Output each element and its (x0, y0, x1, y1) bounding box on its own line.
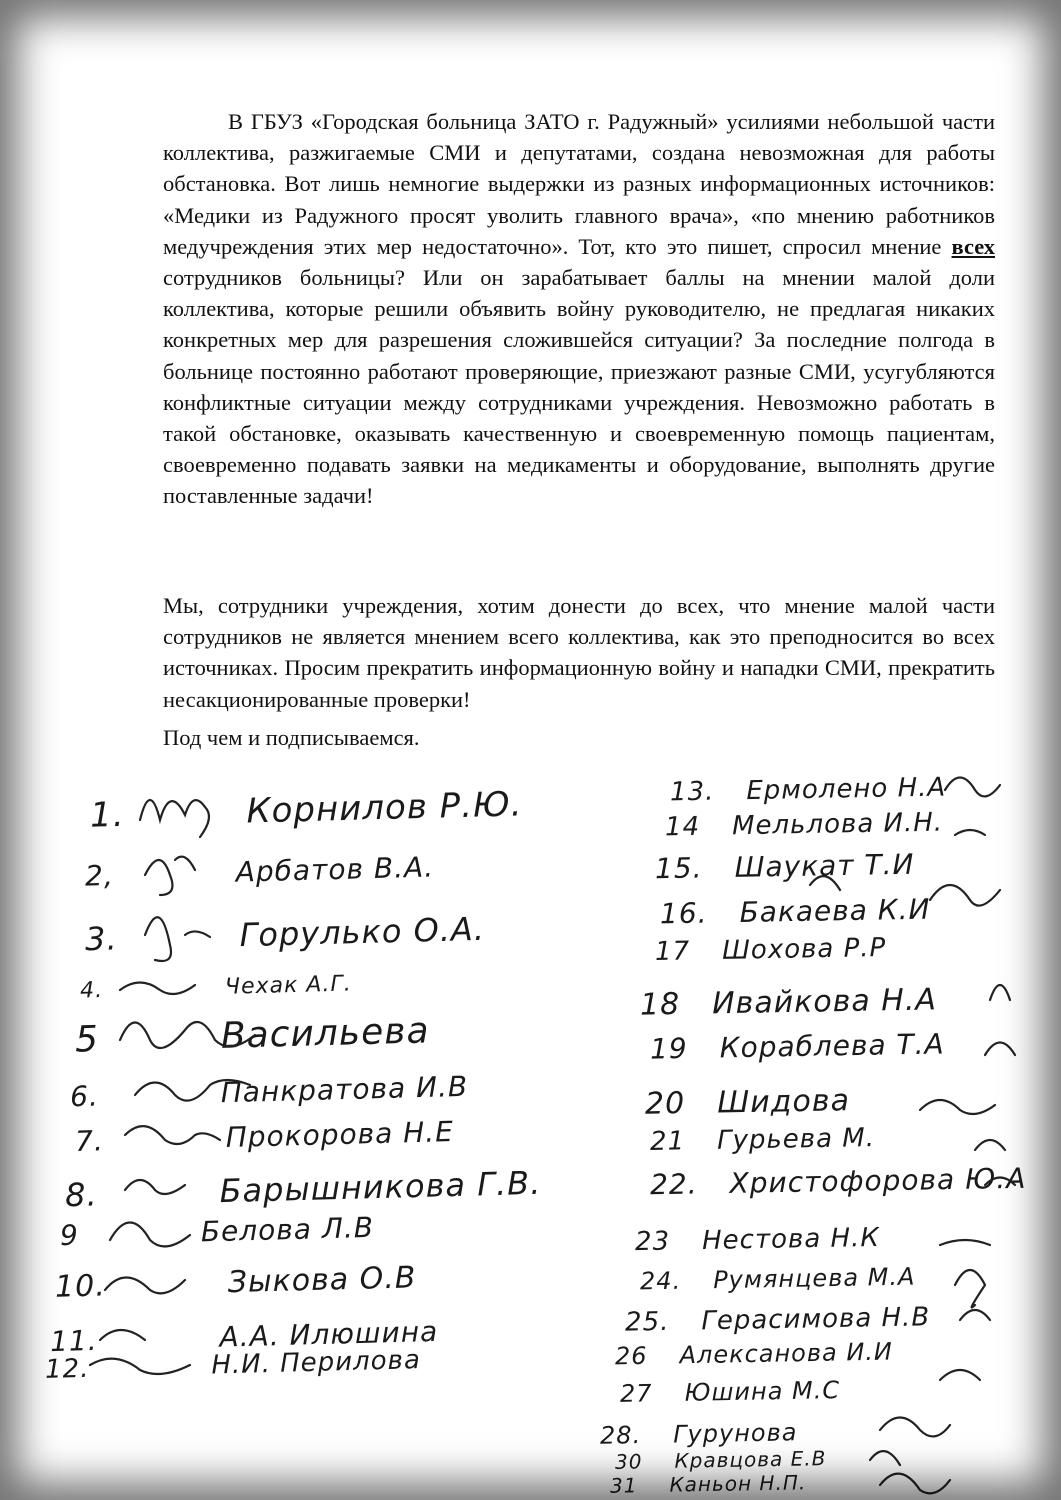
signature-name: Кравцова Е.В (674, 1446, 827, 1473)
scribble-3 (145, 917, 210, 961)
scribble-25 (940, 1370, 980, 1380)
signature-name: Шохова Р.Р (721, 932, 887, 966)
signature-number: 24. (639, 1266, 682, 1296)
signature-number: 2, (84, 858, 115, 893)
closing-line: Под чем и подписываемся. (163, 725, 420, 750)
signature-name: Белова Л.В (200, 1210, 375, 1249)
signature-number: 17 (654, 936, 691, 968)
scribble-19 (920, 1100, 995, 1114)
signature-name: Герасимова Н.В (701, 1302, 931, 1337)
signature-name: Панкратова И.В (220, 1069, 469, 1110)
signature-number: 11. (49, 1323, 99, 1359)
signature-name: А.А. Илюшина (219, 1314, 439, 1354)
signature-number: 8. (64, 1175, 99, 1215)
signature-name: Шаукат Т.И (734, 847, 915, 884)
scribble-8 (125, 1180, 185, 1194)
scribble-24 (960, 1310, 990, 1320)
signature-name: Корнилов Р.Ю. (245, 784, 523, 832)
signature-name: Шидова (716, 1083, 851, 1121)
scribble-4 (120, 983, 195, 995)
signature-number: 10. (54, 1268, 107, 1305)
scribble-26 (880, 1418, 950, 1437)
signature-name: Алексанова И.И (679, 1337, 894, 1370)
signature-name: Нестова Н.К (701, 1222, 881, 1256)
signature-number: 30 (614, 1449, 643, 1474)
scribble-9 (110, 1223, 190, 1247)
scribble-6 (135, 1080, 250, 1101)
signature-number: 18 (639, 986, 681, 1023)
signature-name: Арбатов В.А. (235, 850, 435, 889)
scribble-16 (930, 885, 1000, 906)
signature-number: 20 (644, 1086, 686, 1122)
scribble-13 (945, 778, 1000, 797)
signature-number: 14 (664, 811, 701, 843)
signature-number: 13. (669, 776, 715, 808)
scribble-20 (975, 1140, 1005, 1150)
signature-name: Барышникова Г.В. (219, 1163, 542, 1211)
scribble-21 (985, 1178, 1015, 1186)
signature-name: Прокорова Н.Е (225, 1115, 455, 1155)
scribble-18 (985, 1043, 1015, 1056)
signature-name: Ермолено Н.А (746, 772, 947, 807)
scribble-28 (880, 1474, 950, 1494)
signature-number: 6. (69, 1079, 100, 1114)
signature-number: 26 (614, 1341, 648, 1371)
signature-number: 27 (619, 1379, 653, 1408)
signature-number: 3. (84, 919, 119, 959)
scribble-27 (870, 1451, 900, 1465)
paragraph-main-text-b: сотрудников больницы? Или он зарабатывает баллы на мнении малой доли коллектива, которые решили объявить войну руководителю, не предлагая никаких конкретных мер для разрешения сложившейся ситуации? За последние полгода в больнице постоянно работают проверяющие, приезжают разные СМИ, усугубляются конфликтные ситуации между сотрудниками учреждения. Невозможно работать в такой обстановке, оказывать качественную и своевременную помощь пациентам, своевременно подавать заявки на медикаменты и оборудование, выполнять другие поставленные задачи! (163, 265, 995, 509)
signature-name: Горулько О.А. (239, 909, 486, 955)
scribble-5 (120, 1022, 255, 1048)
scribble-2 (145, 857, 195, 895)
signature-name: Мельлова И.Н. (731, 807, 944, 842)
signature-number: 23 (634, 1226, 671, 1258)
scribble-15 (810, 876, 840, 890)
signature-name: Васильева (220, 1010, 430, 1057)
signature-number: 15. (654, 851, 703, 886)
scribble-7 (125, 1126, 220, 1144)
scribble-14 (955, 830, 985, 835)
signature-name: Христофорова Ю.А (729, 1161, 1027, 1200)
signature-name: Юшина М.С (684, 1376, 841, 1407)
signature-name: Зыкова О.В (227, 1260, 417, 1301)
emphasis-word: всех (951, 233, 995, 259)
paragraph-main-text-a: В ГБУЗ «Городская больница ЗАТО г. Радужный» усилиями небольшой части коллектива, разжигаемые СМИ и депутатами, создана невозможная для работы обстановка. Вот лишь немногие выдержки из разных информационных источников: «Медики из Радужного просят уволить главного врача», «по мнению работников медучреждения этих мер недостаточно». Тот, кто это пишет, спросил мнение (163, 109, 995, 259)
signature-number: 4. (79, 977, 104, 1004)
signature-number: 28. (599, 1421, 642, 1450)
signature-number: 21 (649, 1126, 686, 1157)
scribble-11 (100, 1330, 145, 1340)
signature-name: Ивайкова Н.А (711, 982, 938, 1022)
signature-number: 7. (74, 1124, 105, 1158)
scribble-22 (940, 1240, 990, 1245)
scribble-1 (140, 800, 209, 837)
signature-number: 1. (89, 794, 126, 836)
signature-name: Каньон Н.П. (669, 1470, 807, 1497)
signature-number: 12. (44, 1353, 90, 1385)
signature-number: 22. (649, 1167, 698, 1202)
signature-name: Гурунова (672, 1418, 798, 1449)
signature-name: Бакаева К.И (739, 892, 931, 929)
signature-number: 9 (59, 1218, 80, 1253)
signature-number: 16. (659, 896, 708, 931)
signature-name: Чехак А.Г. (224, 971, 352, 1000)
signature-number: 19 (649, 1031, 688, 1066)
signature-name: Н.И. Перилова (210, 1345, 422, 1381)
signature-name: Румянцева М.А (712, 1262, 916, 1295)
signature-name: Кораблева Т.А (719, 1027, 945, 1065)
signature-number: 25. (624, 1306, 670, 1338)
scribble-23 (955, 1270, 985, 1308)
paragraph-appeal: Мы, сотрудники учреждения, хотим донести до всех, что мнение малой части сотрудников не является мнением всего коллектива, как это преподносится во всех источниках. Просим прекратить информационную войну и нападки СМИ, прекратить несакционированные проверки! (163, 593, 995, 712)
scribble-17 (990, 985, 1010, 1000)
scribble-10 (105, 1278, 185, 1294)
signature-number: 31 (609, 1473, 638, 1498)
signature-name: Гурьева М. (716, 1123, 876, 1156)
signature-number: 5 (74, 1019, 100, 1061)
scribble-12 (90, 1359, 190, 1374)
